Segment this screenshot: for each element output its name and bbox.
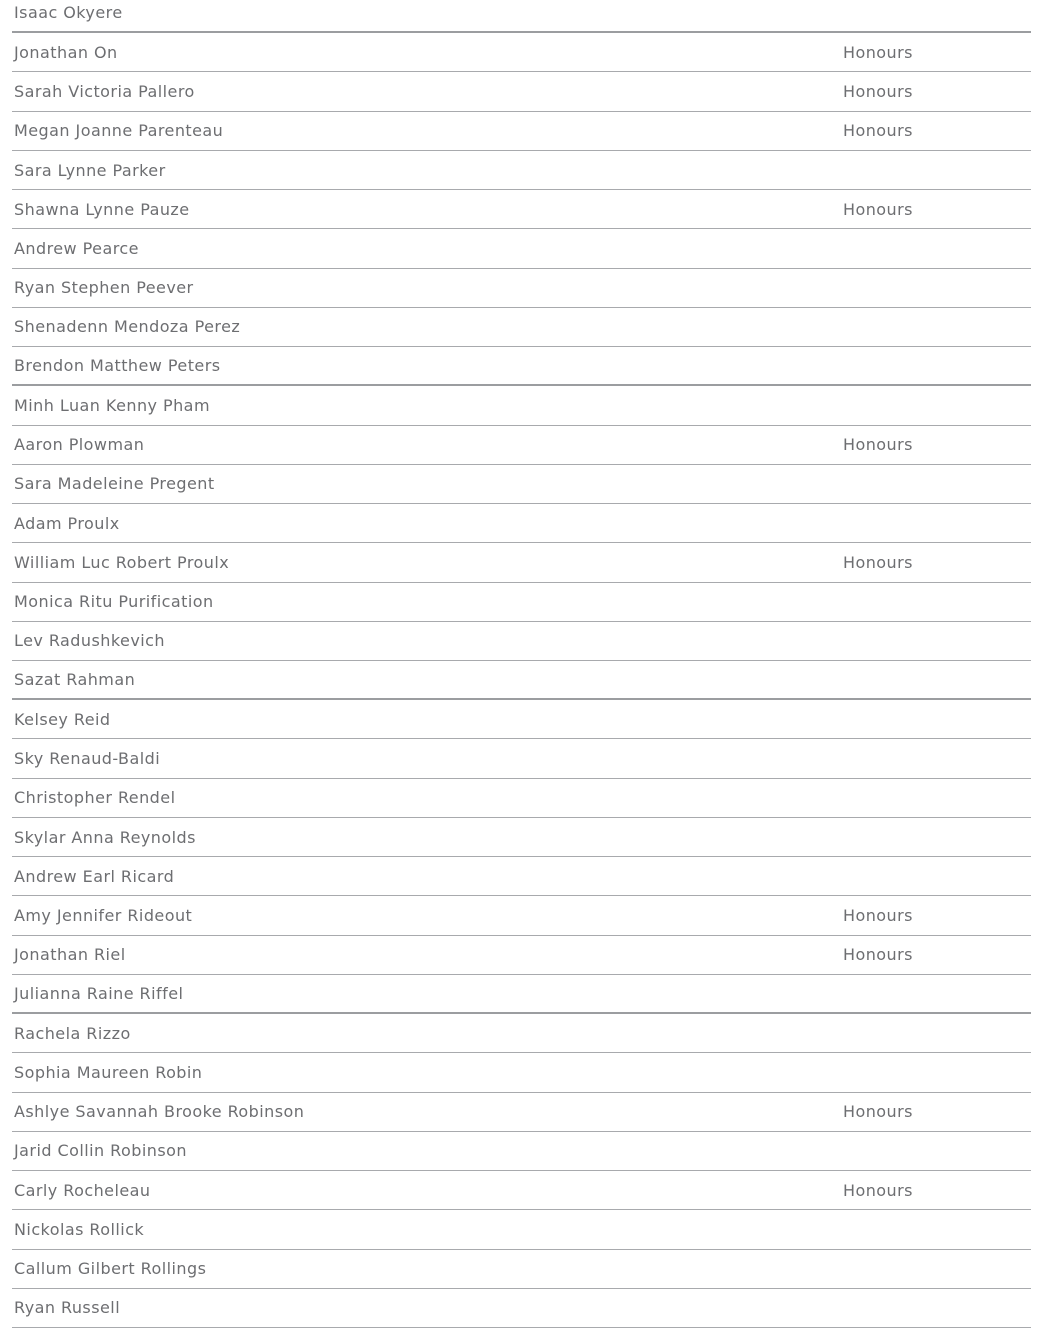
table-row	[12, 308, 1031, 347]
graduate-name: Sophia Maureen Robin	[14, 1062, 203, 1082]
graduates-list	[12, 0, 1031, 1328]
table-row	[12, 426, 1031, 465]
distinction-label: Honours	[843, 1180, 913, 1200]
table-row	[12, 190, 1031, 229]
graduate-name: Andrew Earl Ricard	[14, 866, 175, 886]
distinction-label: Honours	[843, 42, 913, 62]
table-row	[12, 1210, 1031, 1249]
table-row	[12, 386, 1031, 425]
graduate-name: William Luc Robert Proulx	[14, 552, 230, 572]
table-row	[12, 543, 1031, 582]
table-row	[12, 1014, 1031, 1053]
table-row	[12, 936, 1031, 975]
table-row	[12, 465, 1031, 504]
table-row	[12, 1053, 1031, 1092]
table-row	[12, 857, 1031, 896]
table-row	[12, 229, 1031, 268]
graduate-name: Lev Radushkevich	[14, 631, 165, 651]
table-row	[12, 1289, 1031, 1328]
distinction-label: Honours	[843, 945, 913, 965]
table-row	[12, 0, 1031, 33]
graduate-name: Sara Lynne Parker	[14, 160, 166, 180]
table-row	[12, 151, 1031, 190]
table-row	[12, 622, 1031, 661]
graduate-name: Nickolas Rollick	[14, 1219, 145, 1239]
graduate-name: Sky Renaud-Baldi	[14, 749, 161, 769]
table-row	[12, 1093, 1031, 1132]
table-row	[12, 504, 1031, 543]
table-row	[12, 1171, 1031, 1210]
graduate-name: Kelsey Reid	[14, 709, 111, 729]
graduate-name: Brendon Matthew Peters	[14, 356, 221, 376]
graduate-name: Amy Jennifer Rideout	[14, 906, 193, 925]
table-row	[12, 661, 1031, 700]
graduate-name: Shenadenn Mendoza Perez	[14, 317, 241, 337]
graduate-name: Adam Proulx	[14, 513, 120, 533]
graduate-name: Aaron Plowman	[14, 435, 145, 455]
graduate-name: Ryan Russell	[14, 1298, 121, 1318]
graduate-name: Jarid Collin Robinson	[14, 1141, 187, 1161]
graduate-name: Ashlye Savannah Brooke Robinson	[14, 1102, 305, 1122]
graduate-name: Jonathan Riel	[14, 945, 126, 965]
table-row	[12, 112, 1031, 151]
graduate-name: Christopher Rendel	[14, 788, 176, 808]
table-row	[12, 347, 1031, 386]
graduate-name: Shawna Lynne Pauze	[14, 199, 190, 219]
distinction-label: Honours	[843, 906, 913, 925]
table-row	[12, 779, 1031, 818]
graduate-name: Monica Ritu Purification	[14, 592, 214, 612]
table-row	[12, 739, 1031, 778]
graduate-name: Megan Joanne Parenteau	[14, 121, 224, 141]
distinction-label: Honours	[843, 199, 913, 219]
table-row	[12, 896, 1031, 935]
graduate-name: Sara Madeleine Pregent	[14, 474, 215, 494]
graduate-name: Callum Gilbert Rollings	[14, 1259, 207, 1279]
table-row	[12, 72, 1031, 111]
graduate-name: Sarah Victoria Pallero	[14, 82, 195, 102]
graduate-name: Ryan Stephen Peever	[14, 278, 194, 298]
distinction-label: Honours	[843, 121, 913, 141]
table-row	[12, 583, 1031, 622]
graduate-name: Rachela Rizzo	[14, 1023, 131, 1043]
table-row	[12, 1250, 1031, 1289]
graduate-name: Jonathan On	[14, 42, 118, 62]
table-row	[12, 269, 1031, 308]
graduate-name: Sazat Rahman	[14, 670, 136, 690]
table-row	[12, 1132, 1031, 1171]
graduate-name: Minh Luan Kenny Pham	[14, 395, 210, 415]
graduate-name: Skylar Anna Reynolds	[14, 827, 196, 847]
graduate-name: Julianna Raine Riffel	[14, 983, 184, 1003]
graduate-name: Carly Rocheleau	[14, 1180, 151, 1200]
table-row	[12, 33, 1031, 72]
distinction-label: Honours	[843, 435, 913, 455]
distinction-label: Honours	[843, 552, 913, 572]
graduate-name: Andrew Pearce	[14, 239, 139, 259]
graduate-name: Isaac Okyere	[14, 3, 123, 23]
table-row	[12, 975, 1031, 1014]
table-row	[12, 700, 1031, 739]
table-row	[12, 818, 1031, 857]
distinction-label: Honours	[843, 82, 913, 102]
distinction-label: Honours	[843, 1102, 913, 1122]
